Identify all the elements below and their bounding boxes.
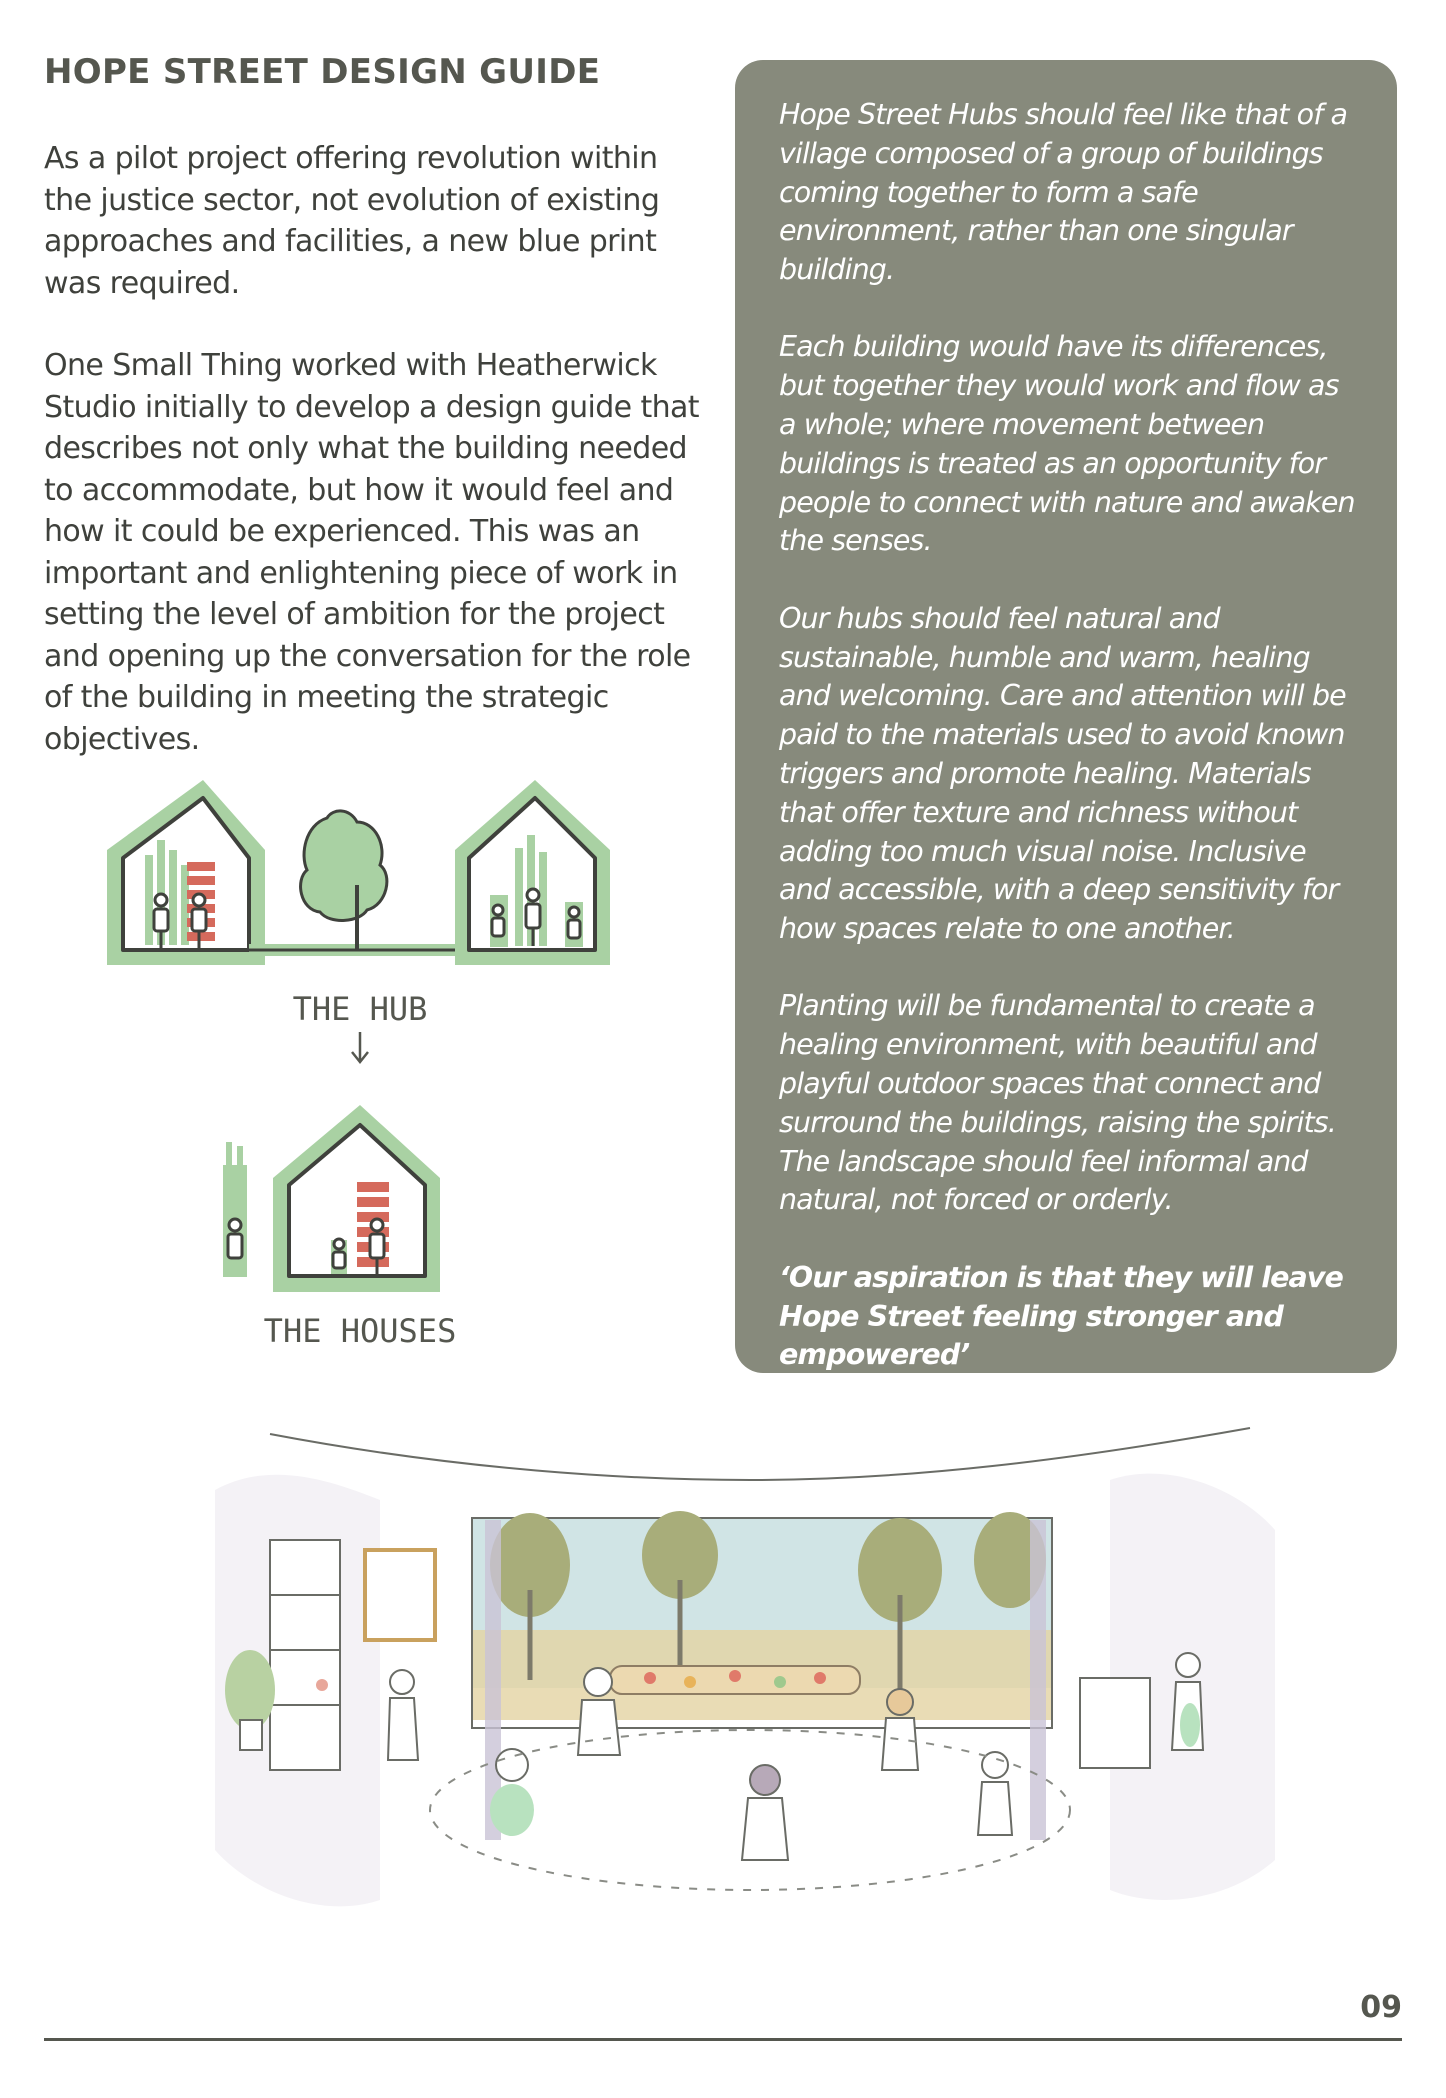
- page-number: 09: [1360, 1990, 1402, 2025]
- quote-paragraph-village: Hope Street Hubs should feel like that of a village composed of a group of buildings coming together to form a safe environment, rather than one singular building.: [779, 98, 1348, 287]
- outdoor-planting-icon: [223, 1142, 247, 1277]
- houses-label: THE HOUSES: [263, 1312, 457, 1350]
- bookshelf: [270, 1540, 340, 1770]
- hub-house-right-icon: [455, 780, 610, 965]
- page-title: HOPE STREET DESIGN GUIDE: [44, 52, 601, 92]
- intro-paragraph: As a pilot project offering revolution within the justice sector, not evolution of existing approaches and facilities, a new blue print was required.: [44, 141, 660, 301]
- house-icon: [273, 1105, 440, 1292]
- design-guide-paragraph: One Small Thing worked with Heatherwick Studio initially to develop a design guide that describes not only what the building needed to accommodate, but how it would feel and how it could be experienced. This was an important and enlightening piece of work in setting the level of ambition for the project and opening up the conversation for the role of the building in meeting the strategic objectives.: [44, 348, 699, 757]
- flower-beds: [610, 1666, 860, 1694]
- tree-icon: [301, 811, 387, 950]
- design-guide-quote-box: [735, 60, 1397, 1449]
- hub-houses-diagram: [95, 770, 635, 1370]
- quote-paragraph-buildings: Each building would have its differences, but together they would work and flow as a whole; where movement between buildings is treated as an opportunity for people to connect with nature and awaken the senses.: [779, 330, 1355, 558]
- arrow-down-icon: [352, 1032, 368, 1062]
- quote-paragraph-planting: Planting will be fundamental to create a healing environment, with beautiful and playful outdoor spaces that connect and surround the buildings, raising the spirits. The landscape should feel informal and natural, not forced or orderly.: [779, 989, 1336, 1217]
- footer-divider: [44, 2038, 1402, 2041]
- quote-paragraph-materials: Our hubs should feel natural and sustainable, humble and warm, healing and welcoming. Care and attention will be paid to the materials used to avoid known triggers and promote healing. Materials that offer texture and richness without adding too much visual noise. Inclusive and accessible, with a deep sensitivity for how spaces relate to one another.: [779, 601, 1346, 946]
- interior-sketch-illustration: [210, 1420, 1280, 1960]
- quote-source: Hope Street Design Guide: [779, 1415, 1128, 1449]
- hub-house-left-icon: [107, 780, 265, 965]
- hub-label: THE HUB: [292, 990, 428, 1028]
- aspiration-quote: ‘Our aspiration is that they will leave Hope Street feeling stronger and empowered’: [779, 1260, 1343, 1372]
